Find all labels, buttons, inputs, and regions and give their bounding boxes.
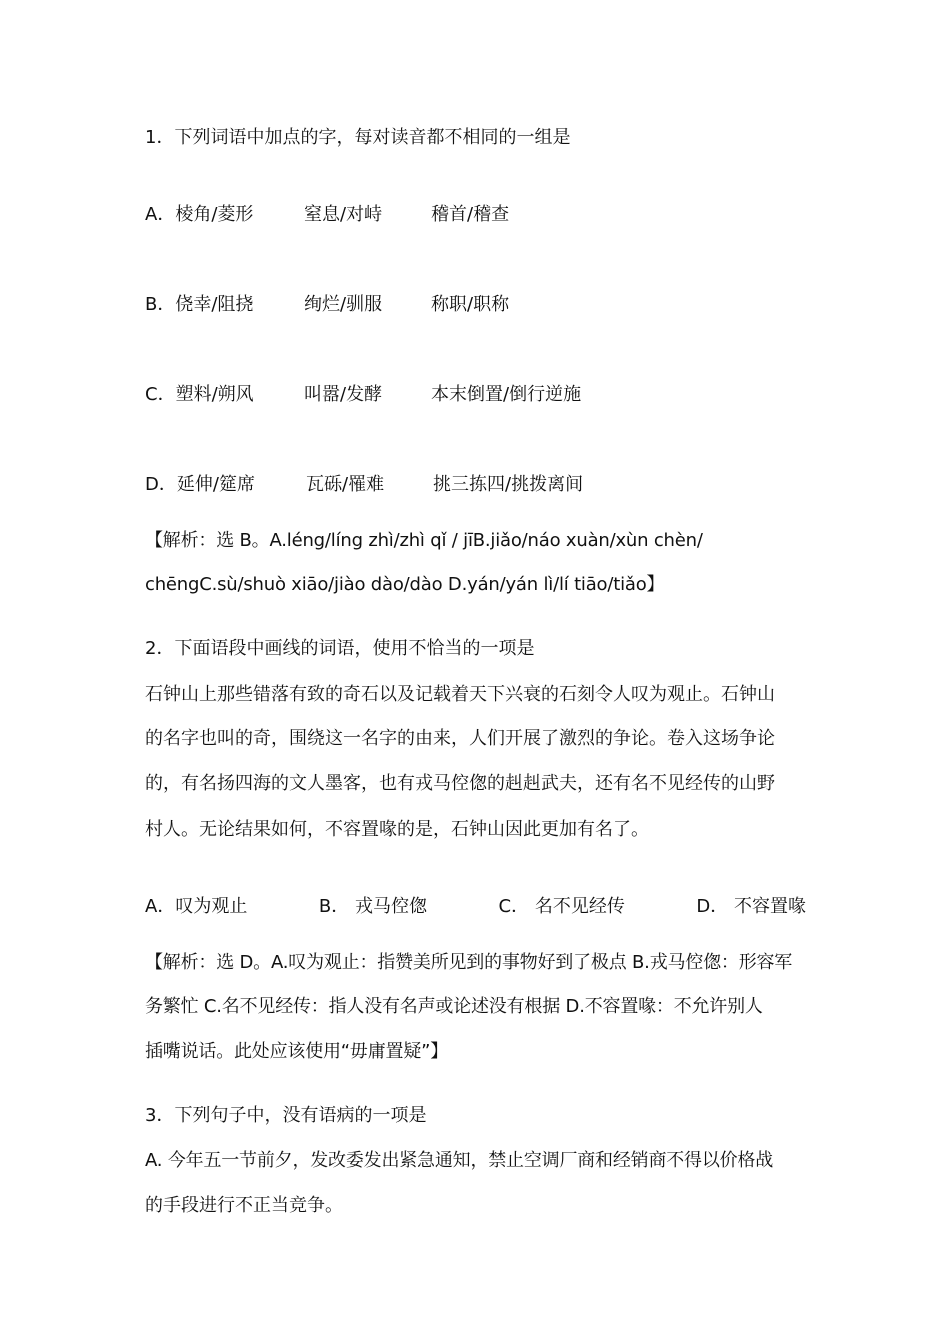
q1-option-c-part2: 叫嚣/发酵 xyxy=(304,384,383,405)
q2-analysis-line1: 【解析：选 D。A.叹为观止：指赞美所见到的事物好到了极点 B.戎马倥偬：形容军 xyxy=(145,952,793,973)
q1-analysis-line2: chēngC.sù/shuò xiāo/jiào dào/dào D.yán/yán lì/lí tiāo/tiǎo】 xyxy=(145,574,665,595)
q1-option-b-part2: 绚烂/驯服 xyxy=(304,294,383,315)
q2-stem: 2．下面语段中画线的词语，使用不恰当的一项是 xyxy=(145,638,535,659)
q1-option-a-part3: 稽首/稽查 xyxy=(431,204,510,225)
q1-option-b xyxy=(145,293,509,317)
q1-option-d xyxy=(145,473,583,497)
q1-analysis-line1: 【解析：选 B。A.léng/líng zhì/zhì qǐ / jīB.jiǎo/náo xuàn/xùn chèn/ xyxy=(145,530,703,551)
q1-option-a-part1: A．棱角/菱形 xyxy=(145,204,254,225)
q2-option-b: B． 戎马倥偬 xyxy=(318,896,427,917)
q2-passage-line1: 石钟山上那些错落有致的奇石以及记载着天下兴衰的石刻令人叹为观止。石钟山 xyxy=(145,684,775,705)
q2-option-c: C． 名不见经传 xyxy=(498,896,625,917)
q1-option-b-part1: B．侥幸/阻挠 xyxy=(145,294,254,315)
q2-analysis-line3: 插嘴说话。此处应该使用“毋庸置疑”】 xyxy=(145,1041,449,1062)
q2-option-a: A．叹为观止 xyxy=(145,896,248,917)
q1-option-c xyxy=(145,383,581,407)
q3-stem: 3．下列句子中，没有语病的一项是 xyxy=(145,1105,427,1126)
q3-option-a-line2: 的手段进行不正当竞争。 xyxy=(145,1195,343,1216)
q1-stem: 1．下列词语中加点的字，每对读音都不相同的一组是 xyxy=(145,127,571,148)
q3-option-a-line1: A. 今年五一节前夕，发改委发出紧急通知，禁止空调厂商和经销商不得以价格战 xyxy=(145,1150,774,1171)
q2-analysis-line2: 务繁忙 C.名不见经传：指人没有名声或论述没有根据 D.不容置喙：不允许别人 xyxy=(145,996,763,1017)
q1-option-d-part3: 挑三拣四/挑拨离间 xyxy=(433,474,584,495)
q2-passage-line3: 的，有名扬四海的文人墨客，也有戎马倥偬的赳赳武夫，还有名不见经传的山野 xyxy=(145,773,775,794)
q1-option-d-part1: D．延伸/筵席 xyxy=(145,474,255,495)
q1-option-c-part1: C．塑料/朔风 xyxy=(145,384,254,405)
q2-options xyxy=(145,895,806,919)
q1-option-b-part3: 称职/职称 xyxy=(431,294,510,315)
q2-passage-line4: 村人。无论结果如何，不容置喙的是，石钟山因此更加有名了。 xyxy=(145,819,649,840)
q1-option-c-part3: 本末倒置/倒行逆施 xyxy=(431,384,582,405)
q2-option-d: D． 不容置喙 xyxy=(696,896,806,917)
q1-option-d-part2: 瓦砾/罹难 xyxy=(306,474,385,495)
q1-option-a xyxy=(145,203,509,227)
q1-option-a-part2: 窒息/对峙 xyxy=(304,204,383,225)
q2-passage-line2: 的名字也叫的奇，围绕这一名字的由来，人们开展了激烈的争论。卷入这场争论 xyxy=(145,728,775,749)
